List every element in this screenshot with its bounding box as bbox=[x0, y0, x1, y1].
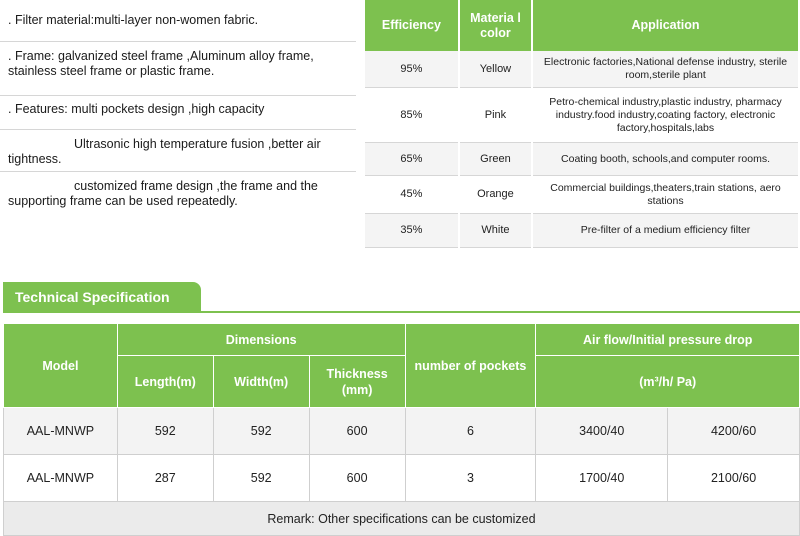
features-list bbox=[0, 0, 356, 218]
color-cell: Yellow bbox=[460, 51, 531, 88]
dimensions-header: Dimensions bbox=[117, 324, 405, 356]
airflow-cell: 2100/60 bbox=[668, 455, 800, 502]
pockets-header: number of pockets bbox=[405, 324, 536, 408]
spec-title-tab bbox=[3, 282, 201, 312]
width-header: Width(m) bbox=[213, 356, 309, 408]
table-row bbox=[4, 408, 800, 455]
feature-item bbox=[0, 172, 356, 218]
remark-row bbox=[4, 502, 800, 536]
material-color-header: Materia l color bbox=[460, 0, 531, 51]
color-cell: Green bbox=[460, 143, 531, 176]
feature-text: . Frame: galvanized steel frame ,Aluminum alloy frame, stainless steel frame or plastic frame. bbox=[8, 49, 314, 78]
model-cell: AAL-MNWP bbox=[4, 455, 118, 502]
airflow-cell: 1700/40 bbox=[536, 455, 668, 502]
table-row bbox=[365, 88, 798, 143]
airflow-unit-header: (m³/h/ Pa) bbox=[536, 356, 800, 408]
efficiency-table bbox=[363, 0, 800, 248]
airflow-header: Air flow/Initial pressure drop bbox=[536, 324, 800, 356]
pockets-cell: 3 bbox=[405, 455, 536, 502]
table-row bbox=[365, 214, 798, 248]
feature-item bbox=[0, 42, 356, 96]
spec-table bbox=[3, 323, 800, 536]
efficiency-cell: 45% bbox=[365, 176, 458, 214]
color-cell: Pink bbox=[460, 88, 531, 143]
model-cell: AAL-MNWP bbox=[4, 408, 118, 455]
color-cell: White bbox=[460, 214, 531, 248]
thickness-header: Thickness (mm) bbox=[309, 356, 405, 408]
efficiency-cell: 35% bbox=[365, 214, 458, 248]
efficiency-cell: 95% bbox=[365, 51, 458, 88]
thickness-cell: 600 bbox=[309, 455, 405, 502]
pockets-cell: 6 bbox=[405, 408, 536, 455]
feature-text: . Features: multi pockets design ,high capacity bbox=[8, 102, 265, 116]
application-cell: Pre-filter of a medium efficiency filter bbox=[533, 214, 798, 248]
efficiency-cell: 85% bbox=[365, 88, 458, 143]
remark-text: Remark: Other specifications can be customized bbox=[4, 502, 800, 536]
application-cell: Coating booth, schools,and computer rooms. bbox=[533, 143, 798, 176]
width-cell: 592 bbox=[213, 455, 309, 502]
table-row bbox=[4, 455, 800, 502]
feature-text: customized frame design ,the frame and the supporting frame can be used repeatedly. bbox=[8, 179, 318, 208]
spec-title: Technical Specification bbox=[15, 289, 170, 305]
divider bbox=[3, 311, 800, 313]
width-cell: 592 bbox=[213, 408, 309, 455]
length-header: Length(m) bbox=[117, 356, 213, 408]
airflow-cell: 3400/40 bbox=[536, 408, 668, 455]
color-cell: Orange bbox=[460, 176, 531, 214]
efficiency-cell: 65% bbox=[365, 143, 458, 176]
length-cell: 592 bbox=[117, 408, 213, 455]
length-cell: 287 bbox=[117, 455, 213, 502]
feature-item bbox=[0, 0, 356, 42]
table-row bbox=[365, 176, 798, 214]
application-header: Application bbox=[533, 0, 798, 51]
feature-text: Ultrasonic high temperature fusion ,better air tightness. bbox=[8, 137, 321, 166]
efficiency-header: Efficiency bbox=[365, 0, 458, 51]
application-cell: Electronic factories,National defense industry, sterile room,sterile plant bbox=[533, 51, 798, 88]
table-row bbox=[365, 143, 798, 176]
thickness-cell: 600 bbox=[309, 408, 405, 455]
application-cell: Commercial buildings,theaters,train stations, aero stations bbox=[533, 176, 798, 214]
model-header: Model bbox=[4, 324, 118, 408]
feature-item bbox=[0, 130, 356, 172]
application-cell: Petro-chemical industry,plastic industry, pharmacy industry.food industry,coating factory, electronic factory,hospitals,labs bbox=[533, 88, 798, 143]
feature-item bbox=[0, 96, 356, 130]
table-row bbox=[365, 51, 798, 88]
feature-text: . Filter material:multi-layer non-women fabric. bbox=[8, 13, 259, 27]
airflow-cell: 4200/60 bbox=[668, 408, 800, 455]
